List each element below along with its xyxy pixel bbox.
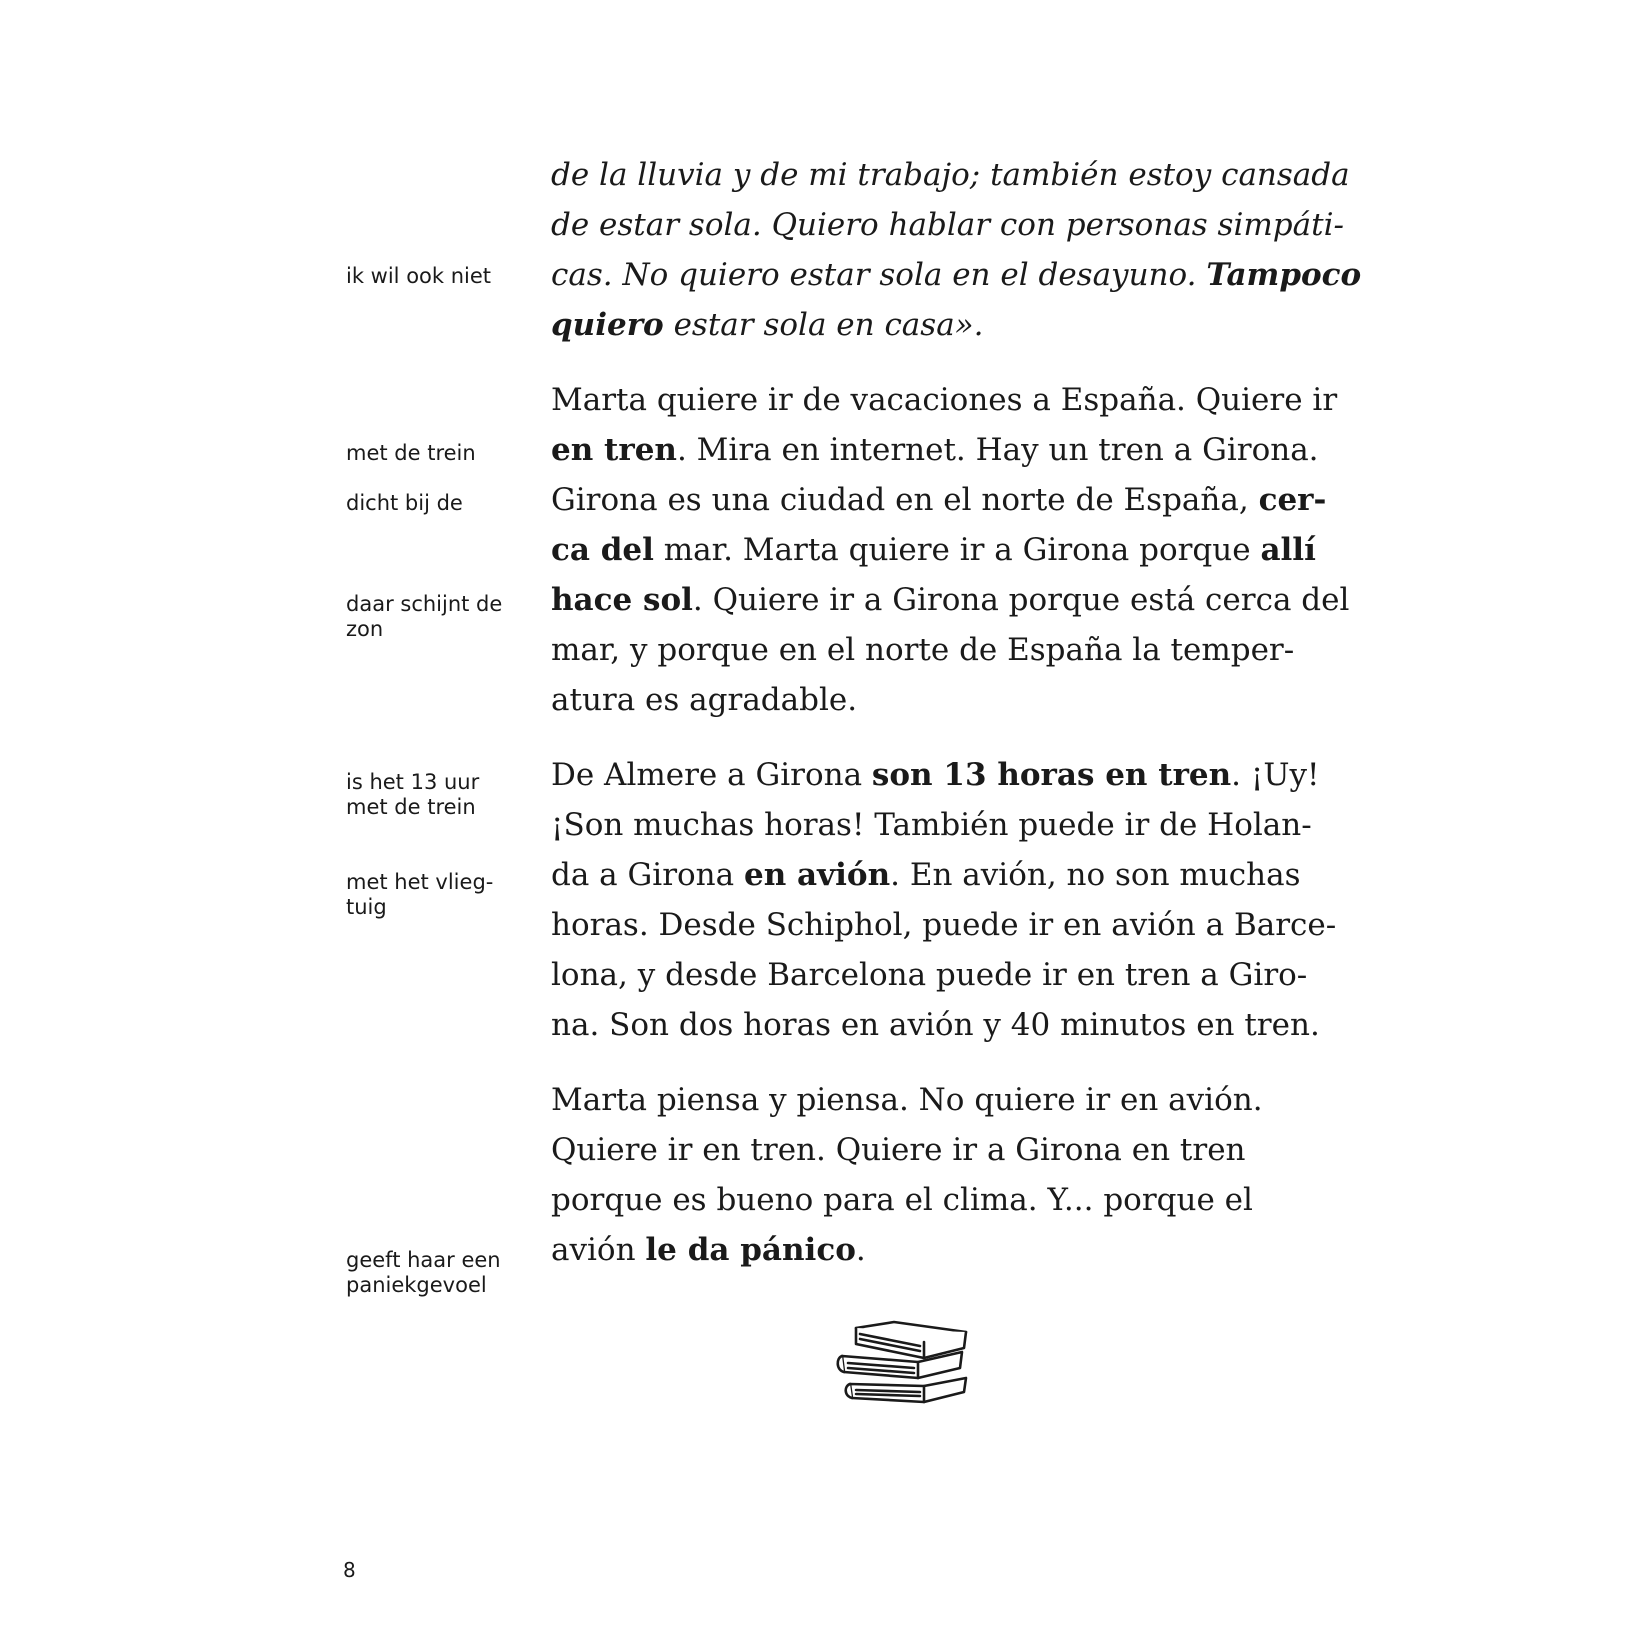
gloss-line: tuig	[346, 895, 387, 919]
text-line: de la lluvia y de mi trabajo; también estoy cansada	[551, 157, 1350, 193]
highlighted-term: hace sol	[551, 582, 693, 618]
gloss-line: met het vlieg-	[346, 870, 494, 894]
text-run: . Quiere ir a Girona porque está cerca del	[692, 582, 1350, 618]
highlighted-term: ca del	[551, 532, 654, 568]
text-run: estar sola en casa».	[663, 307, 984, 343]
gloss-met-de-trein: met de trein	[346, 441, 476, 465]
text-line	[551, 750, 1319, 800]
text-line: Marta piensa y piensa. No quiere ir en avión.	[551, 1082, 1263, 1118]
gloss-line: met de trein	[346, 795, 476, 819]
highlighted-term: en tren	[551, 432, 677, 468]
text-line	[551, 525, 1316, 575]
gloss-line: daar schijnt de	[346, 592, 503, 616]
text-line	[551, 1225, 866, 1275]
text-line	[551, 250, 1361, 300]
text-run: da a Girona	[551, 857, 744, 893]
text-run: mar. Marta quiere ir a Girona porque	[653, 532, 1261, 568]
text-run: Girona es una ciudad en el norte de España,	[551, 482, 1259, 518]
text-run: avión	[551, 1232, 646, 1268]
highlighted-term: en avión	[743, 857, 891, 893]
page-number: 8	[343, 1558, 356, 1582]
text-line: mar, y porque en el norte de España la temper-	[551, 632, 1295, 668]
text-run: . En avión, no son muchas	[890, 857, 1301, 893]
gloss-daar-schijnt-de-zon	[346, 592, 526, 642]
text-line: Quiere ir en tren. Quiere ir a Girona en tren	[551, 1132, 1246, 1168]
text-line	[551, 475, 1326, 525]
gloss-line: geeft haar een	[346, 1248, 501, 1272]
text-run: cas. No quiero estar sola en el desayuno.	[551, 257, 1207, 293]
gloss-line: paniekgevoel	[346, 1273, 487, 1297]
highlighted-term: le da pánico	[645, 1232, 856, 1268]
text-line: na. Son dos horas en avión y 40 minutos en tren.	[551, 1007, 1320, 1043]
gloss-dicht-bij-de: dicht bij de	[346, 491, 463, 515]
highlighted-term: son 13 horas en tren	[871, 757, 1232, 793]
text-line: atura es agradable.	[551, 682, 858, 718]
text-run: . Mira en internet. Hay un tren a Girona.	[676, 432, 1319, 468]
text-run: De Almere a Girona	[551, 757, 872, 793]
text-run: . ¡Uy!	[1231, 757, 1320, 793]
text-line: ¡Son muchas horas! También puede ir de Holan-	[551, 807, 1312, 843]
text-line: porque es bueno para el clima. Y... porque el	[551, 1182, 1253, 1218]
gloss-is-het-13-uur	[346, 770, 526, 820]
gloss-ik-wil-ook-niet: ik wil ook niet	[346, 264, 492, 288]
text-run: .	[855, 1232, 866, 1268]
gloss-line: is het 13 uur	[346, 770, 480, 794]
text-line: lona, y desde Barcelona puede ir en tren a Giro-	[551, 957, 1308, 993]
highlighted-term: allí	[1260, 532, 1316, 568]
text-line	[551, 850, 1301, 900]
stack-of-books-icon	[836, 1318, 974, 1418]
highlighted-term: quiero	[551, 307, 664, 343]
text-line: de estar sola. Quiero hablar con personas simpáti-	[551, 207, 1344, 243]
text-line	[551, 575, 1349, 625]
gloss-line: zon	[346, 617, 384, 641]
text-line	[551, 300, 984, 350]
highlighted-term: Tampoco	[1206, 257, 1362, 293]
gloss-geeft-haar-een-paniekgevoel	[346, 1248, 526, 1298]
text-line: Marta quiere ir de vacaciones a España. Quiere ir	[551, 382, 1338, 418]
text-line	[551, 425, 1319, 475]
gloss-met-het-vliegtuig	[346, 870, 526, 920]
highlighted-term: cer-	[1258, 482, 1327, 518]
text-line: horas. Desde Schiphol, puede ir en avión a Barce-	[551, 907, 1337, 943]
